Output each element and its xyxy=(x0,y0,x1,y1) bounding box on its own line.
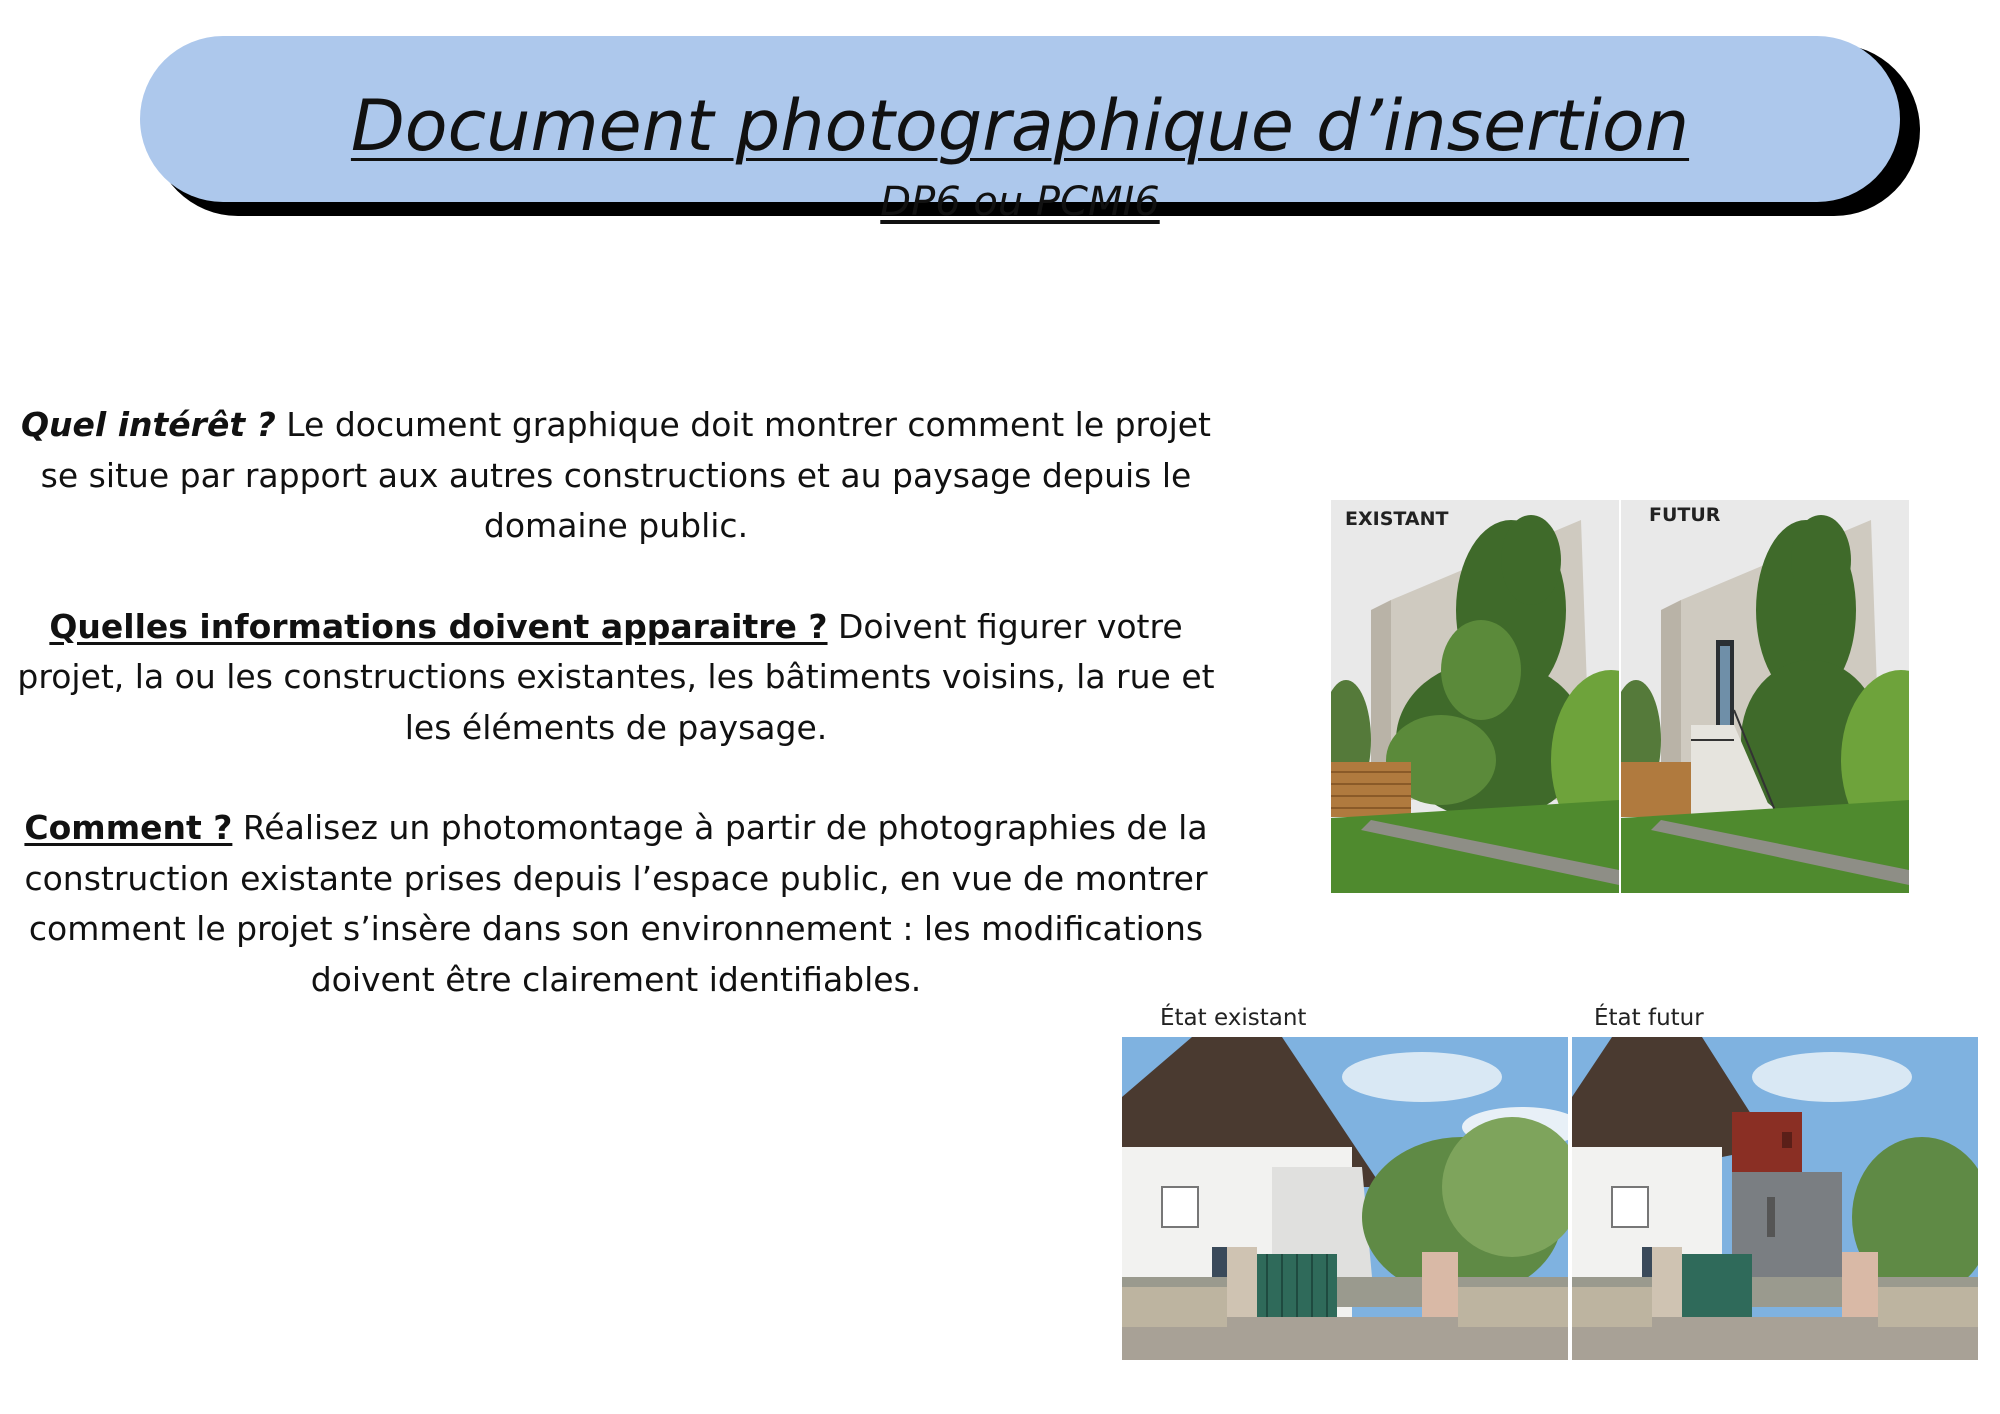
label-futur: FUTUR xyxy=(1649,504,1721,526)
section-text: Le document graphique doit montrer comment le projet se situe par rapport aux autres constructions et au paysage depuis le domaine public. xyxy=(40,405,1211,545)
body-text xyxy=(0,400,1232,1055)
section-informations xyxy=(0,602,1232,754)
section-text: Réalisez un photomontage à partir de photographies de la construction existante prises depuis l’espace public, en vue de montrer comment le projet s’insère dans son environnement : les modifications doivent être clairement identifiables. xyxy=(24,808,1208,999)
section-lead: Comment ? xyxy=(24,808,233,847)
page-title: Document photographique d’insertion xyxy=(350,85,1690,167)
photo-set-house xyxy=(1122,1037,1978,1360)
caption-etat-existant: État existant xyxy=(1160,1005,1307,1031)
label-existant: EXISTANT xyxy=(1345,508,1449,530)
caption-etat-futur: État futur xyxy=(1594,1005,1704,1031)
photo-wall-existing xyxy=(1331,500,1619,893)
photo-house-existing xyxy=(1122,1037,1568,1360)
photo-house-future xyxy=(1572,1037,1978,1360)
section-comment xyxy=(0,803,1232,1005)
page-subtitle: DP6 ou PCMI6 xyxy=(880,179,1160,225)
photo-set-wall xyxy=(1331,500,1909,893)
photo-wall-future xyxy=(1621,500,1909,893)
section-lead: Quelles informations doivent apparaitre ? xyxy=(49,606,828,646)
section-text: Doivent figurer votre projet, la ou les constructions existantes, les bâtiments voisins, la rue et les éléments de paysage. xyxy=(17,606,1215,747)
section-lead: Quel intérêt ? xyxy=(20,405,276,444)
section-interet xyxy=(0,400,1232,552)
header-banner xyxy=(140,36,1900,225)
